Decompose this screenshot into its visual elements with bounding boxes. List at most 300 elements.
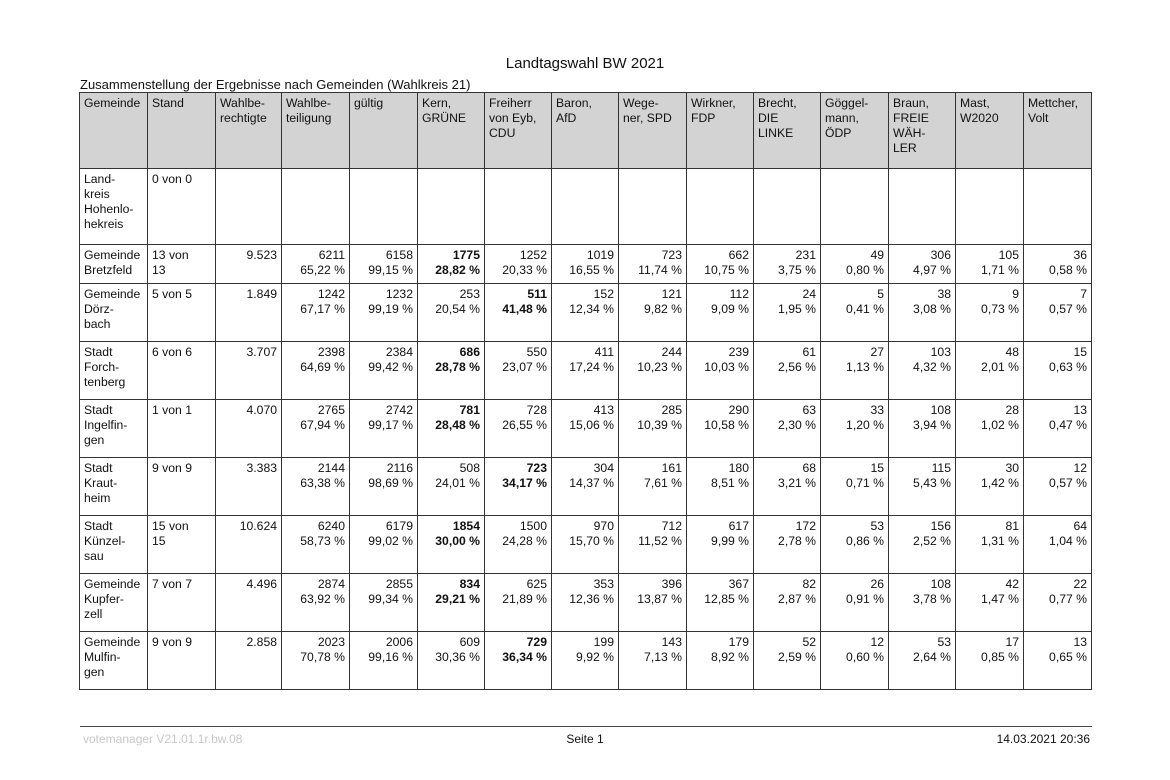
vote-count: 1019 [586,248,614,262]
wahlberechtigte-value: 10.624 [239,519,277,533]
vote-count: 179 [728,635,749,649]
column-header-text: Braun, [893,96,929,110]
vote-percentage: 11,74 % [638,263,682,277]
vote-count: 7 [1080,287,1087,301]
vote-percentage: 98,69 % [368,476,413,490]
vote-count: 64 [1073,519,1087,533]
vote-count: 1500 [519,519,547,533]
column-header-text: Mettcher, [1028,96,1079,110]
gemeinde-name: Gemeinde [84,248,141,262]
result-cell [485,342,552,400]
wahlberechtigte-value: 2.858 [246,635,277,649]
column-header-text: WÄH- [893,126,926,140]
vote-count: 6179 [385,519,413,533]
result-cell [552,400,619,458]
gemeinde-name: bach [84,317,111,331]
vote-count: 285 [661,403,682,417]
vote-percentage: 21,89 % [502,592,547,606]
result-cell [1024,400,1092,458]
vote-percentage: 1,47 % [981,592,1019,606]
vote-percentage: 1,42 % [981,476,1019,490]
vote-percentage: 10,58 % [704,418,749,432]
vote-percentage: 70,78 % [300,650,345,664]
wahlberechtigte-value: 4.496 [246,577,277,591]
column-header-text: gültig [354,96,384,110]
result-cell [687,342,754,400]
result-cell [552,284,619,342]
gemeinde-name: Dörz- [84,302,114,316]
result-cell [754,400,821,458]
result-cell [552,342,619,400]
result-cell [350,169,418,245]
result-cell [552,574,619,632]
vote-count: 12 [870,635,884,649]
vote-percentage: 67,17 % [300,302,345,316]
stand-value: 15 von [152,519,189,533]
result-cell [956,516,1024,574]
result-cell [889,516,956,574]
wahlberechtigte-value: 4.070 [246,403,277,417]
result-cell [418,574,485,632]
table-row [80,284,1092,342]
column-header [821,93,889,169]
column-header-text: teiligung [286,111,332,125]
vote-percentage: 0,77 % [1049,592,1087,606]
vote-count: 2023 [317,635,345,649]
result-cell [282,245,350,284]
column-header-text: ner, SPD [623,111,672,125]
result-cell [1024,245,1092,284]
vote-count: 52 [802,635,816,649]
result-cell [485,284,552,342]
vote-count: 6240 [317,519,345,533]
column-header-text: Wirkner, [691,96,736,110]
vote-percentage: 1,31 % [981,534,1019,548]
result-cell [889,400,956,458]
vote-percentage: 3,78 % [913,592,951,606]
stand-value: 15 [152,534,166,548]
result-cell [956,458,1024,516]
vote-count: 686 [459,345,480,359]
column-header-text: von Eyb, [489,111,537,125]
result-cell [485,400,552,458]
column-header-text: W2020 [960,111,999,125]
gemeinde-name: Stadt [84,519,113,533]
vote-count: 239 [728,345,749,359]
result-cell [956,342,1024,400]
gemeinde-name: Stadt [84,345,113,359]
result-cell [956,245,1024,284]
result-cell [282,342,350,400]
gemeinde-name: gen [84,433,105,447]
stand-cell [148,284,216,342]
result-cell [821,169,889,245]
vote-percentage: 29,21 % [435,592,480,606]
gemeinde-name: Künzel- [84,534,126,548]
vote-count: 1854 [452,519,480,533]
vote-count: 115 [931,461,951,475]
result-cell [619,458,687,516]
vote-count: 1775 [452,248,480,262]
result-cell [619,284,687,342]
gemeinde-name: Mulfin- [84,650,121,664]
wahlberechtigte-cell [216,516,282,574]
vote-percentage: 8,92 % [711,650,749,664]
vote-percentage: 9,92 % [576,650,614,664]
vote-percentage: 2,56 % [778,360,816,374]
vote-count: 970 [593,519,614,533]
table-row [80,574,1092,632]
vote-count: 36 [1073,248,1087,262]
vote-percentage: 8,51 % [711,476,749,490]
result-cell [418,342,485,400]
result-cell [418,516,485,574]
result-cell [687,458,754,516]
vote-count: 2006 [385,635,413,649]
vote-percentage: 26,55 % [502,418,547,432]
vote-count: 24 [802,287,816,301]
vote-count: 53 [870,519,884,533]
wahlberechtigte-cell [216,574,282,632]
result-cell [350,516,418,574]
vote-percentage: 1,95 % [778,302,816,316]
vote-percentage: 2,87 % [778,592,816,606]
vote-percentage: 0,60 % [846,650,884,664]
vote-count: 108 [930,403,951,417]
vote-percentage: 99,17 % [368,418,413,432]
vote-percentage: 4,97 % [913,263,951,277]
result-cell [1024,284,1092,342]
vote-count: 61 [802,345,816,359]
stand-cell [148,400,216,458]
vote-percentage: 64,69 % [300,360,345,374]
vote-percentage: 28,78 % [435,360,480,374]
column-header-text: LER [893,141,917,155]
result-cell [687,169,754,245]
vote-percentage: 36,34 % [502,650,547,664]
wahlberechtigte-value: 3.707 [246,345,277,359]
result-cell [350,342,418,400]
gemeinde-cell [80,632,148,690]
result-cell [418,169,485,245]
stand-value: 9 von 9 [152,461,192,475]
table-header-row [80,93,1092,169]
result-cell [687,245,754,284]
wahlberechtigte-value: 1.849 [246,287,277,301]
vote-percentage: 16,55 % [569,263,614,277]
vote-count: 2874 [317,577,345,591]
result-cell [889,342,956,400]
vote-percentage: 67,94 % [300,418,345,432]
vote-count: 304 [593,461,614,475]
page-title: Landtagswahl BW 2021 [505,55,665,72]
gemeinde-cell [80,245,148,284]
result-cell [350,400,418,458]
column-header-text: DIE [758,111,779,125]
result-cell [619,169,687,245]
result-cell [754,632,821,690]
vote-count: 15 [870,461,884,475]
vote-count: 508 [459,461,480,475]
column-header-text: Gemeinde [84,96,141,110]
vote-percentage: 9,09 % [711,302,749,316]
vote-percentage: 20,33 % [502,263,547,277]
vote-count: 28 [1005,403,1019,417]
vote-count: 662 [728,248,749,262]
vote-count: 180 [728,461,749,475]
result-cell [754,245,821,284]
column-header-text: ÖDP [825,126,852,140]
stand-cell [148,458,216,516]
result-cell [889,458,956,516]
result-cell [418,458,485,516]
vote-percentage: 7,61 % [644,476,682,490]
result-cell [956,284,1024,342]
column-header [1024,93,1092,169]
vote-count: 231 [795,248,816,262]
vote-count: 9 [1012,287,1019,301]
vote-percentage: 15,70 % [569,534,614,548]
result-cell [1024,458,1092,516]
gemeinde-cell [80,458,148,516]
footer-software-version: votemanager V21.01.1r.bw.08 [83,732,243,746]
vote-percentage: 12,34 % [569,302,614,316]
column-header-text: Wege- [623,96,659,110]
vote-count: 33 [870,403,884,417]
vote-count: 2765 [317,403,345,417]
vote-count: 729 [526,635,547,649]
result-cell [619,632,687,690]
vote-percentage: 1,02 % [981,418,1019,432]
column-header-text: Stand [152,96,184,110]
stand-cell [148,632,216,690]
column-header-text: Brecht, [758,96,797,110]
vote-percentage: 63,38 % [300,476,345,490]
result-cell [1024,169,1092,245]
vote-percentage: 99,19 % [368,302,413,316]
stand-value: 5 von 5 [152,287,192,301]
wahlberechtigte-cell [216,245,282,284]
stand-value: 13 von [152,248,189,262]
result-cell [485,516,552,574]
gemeinde-cell [80,342,148,400]
vote-percentage: 28,48 % [435,418,480,432]
vote-count: 103 [930,345,951,359]
stand-value: 6 von 6 [152,345,192,359]
result-cell [1024,342,1092,400]
gemeinde-name: heim [84,491,111,505]
vote-percentage: 2,30 % [778,418,816,432]
wahlberechtigte-cell [216,169,282,245]
gemeinde-name: Forch- [84,360,120,374]
vote-percentage: 2,59 % [778,650,816,664]
gemeinde-cell [80,574,148,632]
gemeinde-cell [80,516,148,574]
table-row [80,169,1092,245]
vote-percentage: 10,03 % [704,360,749,374]
wahlberechtigte-cell [216,632,282,690]
vote-percentage: 0,58 % [1049,263,1087,277]
table-row [80,632,1092,690]
result-cell [889,284,956,342]
table-row [80,245,1092,284]
vote-count: 1232 [385,287,413,301]
footer-page-number: Seite 1 [566,732,604,746]
vote-count: 105 [998,248,1019,262]
gemeinde-name: Land- [84,172,116,186]
vote-count: 2398 [317,345,345,359]
wahlberechtigte-cell [216,342,282,400]
vote-count: 121 [661,287,682,301]
column-header-text: GRÜNE [422,111,467,125]
vote-count: 13 [1073,635,1087,649]
result-cell [418,284,485,342]
result-cell [821,342,889,400]
column-header [148,93,216,169]
result-cell [754,458,821,516]
stand-cell [148,169,216,245]
column-header [619,93,687,169]
vote-percentage: 14,37 % [569,476,614,490]
vote-count: 609 [459,635,480,649]
result-cell [754,574,821,632]
vote-percentage: 2,64 % [913,650,951,664]
stand-cell [148,342,216,400]
vote-percentage: 99,02 % [368,534,413,548]
vote-percentage: 0,91 % [846,592,884,606]
gemeinde-name: zell [84,607,103,621]
vote-count: 82 [802,577,816,591]
vote-count: 834 [459,577,480,591]
vote-percentage: 34,17 % [502,476,547,490]
result-cell [889,632,956,690]
result-cell [619,245,687,284]
result-cell [687,632,754,690]
vote-count: 353 [593,577,614,591]
vote-percentage: 3,21 % [778,476,816,490]
vote-percentage: 11,52 % [638,534,682,548]
vote-count: 17 [1005,635,1019,649]
result-cell [552,632,619,690]
column-header [956,93,1024,169]
result-cell [619,400,687,458]
vote-percentage: 0,57 % [1049,476,1087,490]
vote-count: 22 [1073,577,1087,591]
table-row [80,342,1092,400]
vote-count: 617 [728,519,749,533]
stand-value: 9 von 9 [152,635,192,649]
column-header [282,93,350,169]
vote-percentage: 20,54 % [435,302,480,316]
vote-percentage: 41,48 % [502,302,547,316]
column-header [687,93,754,169]
result-cell [956,632,1024,690]
vote-percentage: 0,73 % [981,302,1019,316]
vote-percentage: 0,85 % [981,650,1019,664]
table-row [80,400,1092,458]
result-cell [821,574,889,632]
gemeinde-name: gen [84,665,105,679]
result-cell [1024,574,1092,632]
gemeinde-name: kreis [84,187,110,201]
column-header [552,93,619,169]
column-header-text: Wahlbe- [286,96,331,110]
vote-count: 156 [930,519,951,533]
vote-percentage: 10,75 % [704,263,749,277]
vote-count: 2144 [317,461,345,475]
column-header-text: rechtigte [220,111,267,125]
vote-count: 396 [661,577,682,591]
results-table [79,92,1092,690]
vote-count: 48 [1005,345,1019,359]
vote-count: 625 [526,577,547,591]
vote-count: 26 [870,577,884,591]
result-cell [350,574,418,632]
vote-count: 108 [930,577,951,591]
wahlberechtigte-cell [216,284,282,342]
result-cell [282,632,350,690]
gemeinde-name: Stadt [84,403,113,417]
wahlberechtigte-value: 3.383 [246,461,277,475]
vote-percentage: 17,24 % [569,360,614,374]
vote-count: 306 [930,248,951,262]
vote-count: 6158 [385,248,413,262]
column-header [80,93,148,169]
vote-count: 511 [527,287,547,301]
vote-percentage: 0,63 % [1049,360,1087,374]
vote-percentage: 0,41 % [846,302,884,316]
vote-percentage: 0,57 % [1049,302,1087,316]
result-cell [418,632,485,690]
vote-count: 161 [661,461,682,475]
vote-count: 27 [870,345,884,359]
vote-count: 723 [526,461,547,475]
gemeinde-name: Bretzfeld [84,263,133,277]
result-cell [687,516,754,574]
result-cell [485,632,552,690]
vote-percentage: 10,39 % [637,418,682,432]
vote-count: 2384 [385,345,413,359]
result-cell [485,574,552,632]
column-header [485,93,552,169]
vote-count: 413 [593,403,614,417]
result-cell [821,516,889,574]
vote-percentage: 0,47 % [1049,418,1087,432]
vote-percentage: 1,13 % [846,360,884,374]
vote-count: 81 [1005,519,1019,533]
vote-percentage: 1,71 % [981,263,1019,277]
vote-percentage: 58,73 % [300,534,345,548]
vote-percentage: 10,23 % [637,360,682,374]
result-cell [889,574,956,632]
vote-count: 6211 [318,248,345,262]
vote-count: 550 [526,345,547,359]
result-cell [282,516,350,574]
vote-count: 244 [661,345,682,359]
vote-count: 38 [937,287,951,301]
result-cell [282,574,350,632]
result-cell [1024,632,1092,690]
result-cell [754,169,821,245]
column-header-text: Baron, [556,96,592,110]
vote-percentage: 99,42 % [368,360,413,374]
stand-cell [148,574,216,632]
gemeinde-name: tenberg [84,375,126,389]
gemeinde-name: Gemeinde [84,577,141,591]
footer-timestamp: 14.03.2021 20:36 [996,732,1090,746]
gemeinde-cell [80,169,148,245]
result-cell [619,342,687,400]
